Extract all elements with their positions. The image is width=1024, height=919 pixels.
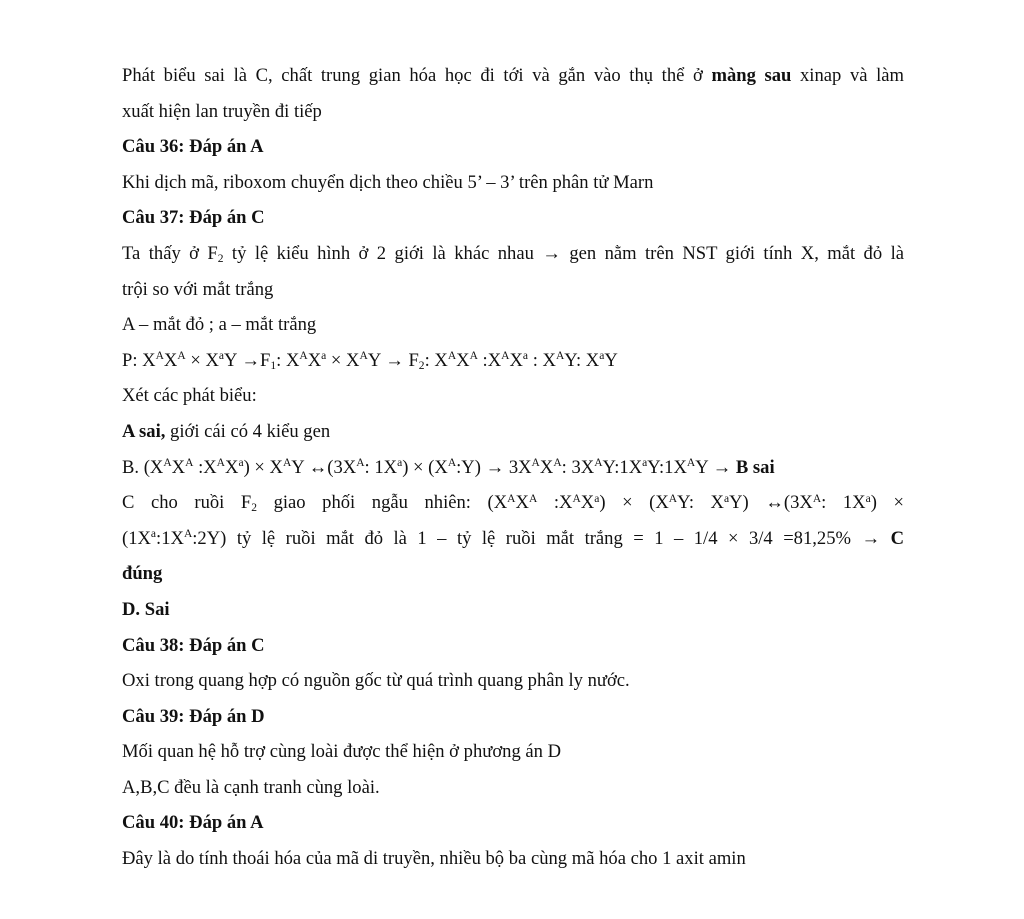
text-line: trội so với mắt trắng (122, 278, 274, 300)
text-line: A – mắt đỏ ; a – mắt trắng (122, 314, 317, 336)
text-line: Xét các phát biểu: (122, 385, 257, 407)
text-line: Phát biểu sai là C, chất trung gian hóa học đi tới và gắn vào thụ thể ở màng sau xinap và làm (122, 65, 904, 86)
document-page (122, 58, 904, 877)
statement-c-line2: $(1X^a:1X^A:2Y)$ tỷ lệ ruồi mắt đỏ là 1 – tỷ lệ ruồi mắt trắng = 1 – 1/4 × 3/4 =81,25% → C (122, 527, 904, 549)
statement-b: B. ($X^AX^A$ $:X^AX^a) \times X^AY$ $\leftrightarrow(3X^A$: $1X^a$) × $(X^A:Y) \to 3X^AX^A$: $3X^AY:1X^aY:1X^AY \to B$ sai (122, 456, 775, 478)
text-line: Khi dịch mã, riboxom chuyển dịch theo chiều 5’ – 3’ trên phân tử Marn (122, 171, 654, 193)
cross-formula: P: $X^AX^A \times X^aY \to F_1$: $X^AX^a \times X^AY \to F_2$: $X^AX^A$ $:X^AX^a$ : $X^AY$: $X^aY$ (122, 349, 618, 372)
text-line: D. Sai (122, 598, 170, 620)
bold-term: màng sau (711, 65, 792, 86)
question-heading: Câu 40: Đáp án A (122, 812, 264, 834)
text-line: Ta thấy ở $F_2$ tỷ lệ kiểu hình ở 2 giới là khác nhau → gen nằm trên NST giới tính X, mắt đỏ là (122, 242, 904, 266)
question-heading: Câu 39: Đáp án D (122, 705, 265, 727)
text-line: Mối quan hệ hỗ trợ cùng loài được thể hiện ở phương án D (122, 741, 562, 763)
question-heading: Câu 38: Đáp án C (122, 634, 265, 656)
text-line: A sai, giới cái có 4 kiểu gen (122, 420, 331, 442)
question-heading: Câu 37: Đáp án C (122, 207, 265, 229)
question-heading: Câu 36: Đáp án A (122, 136, 264, 158)
text-line: đúng (122, 563, 163, 585)
text-line: Oxi trong quang hợp có nguồn gốc từ quá trình quang phân ly nước. (122, 670, 630, 692)
statement-c-line1: C cho ruồi $F_2$ giao phối ngẫu nhiên: ($X^AX^A$ $:X^AX^a) \times (X^AY$: $X^aY$) $\leftrightarrow(3X^A$: $1X^a$) × (122, 492, 904, 515)
text-line: xuất hiện lan truyền đi tiếp (122, 100, 322, 122)
text-line: A,B,C đều là cạnh tranh cùng loài. (122, 776, 380, 798)
text-line: Đây là do tính thoái hóa của mã di truyền, nhiều bộ ba cùng mã hóa cho 1 axit amin (122, 848, 746, 870)
